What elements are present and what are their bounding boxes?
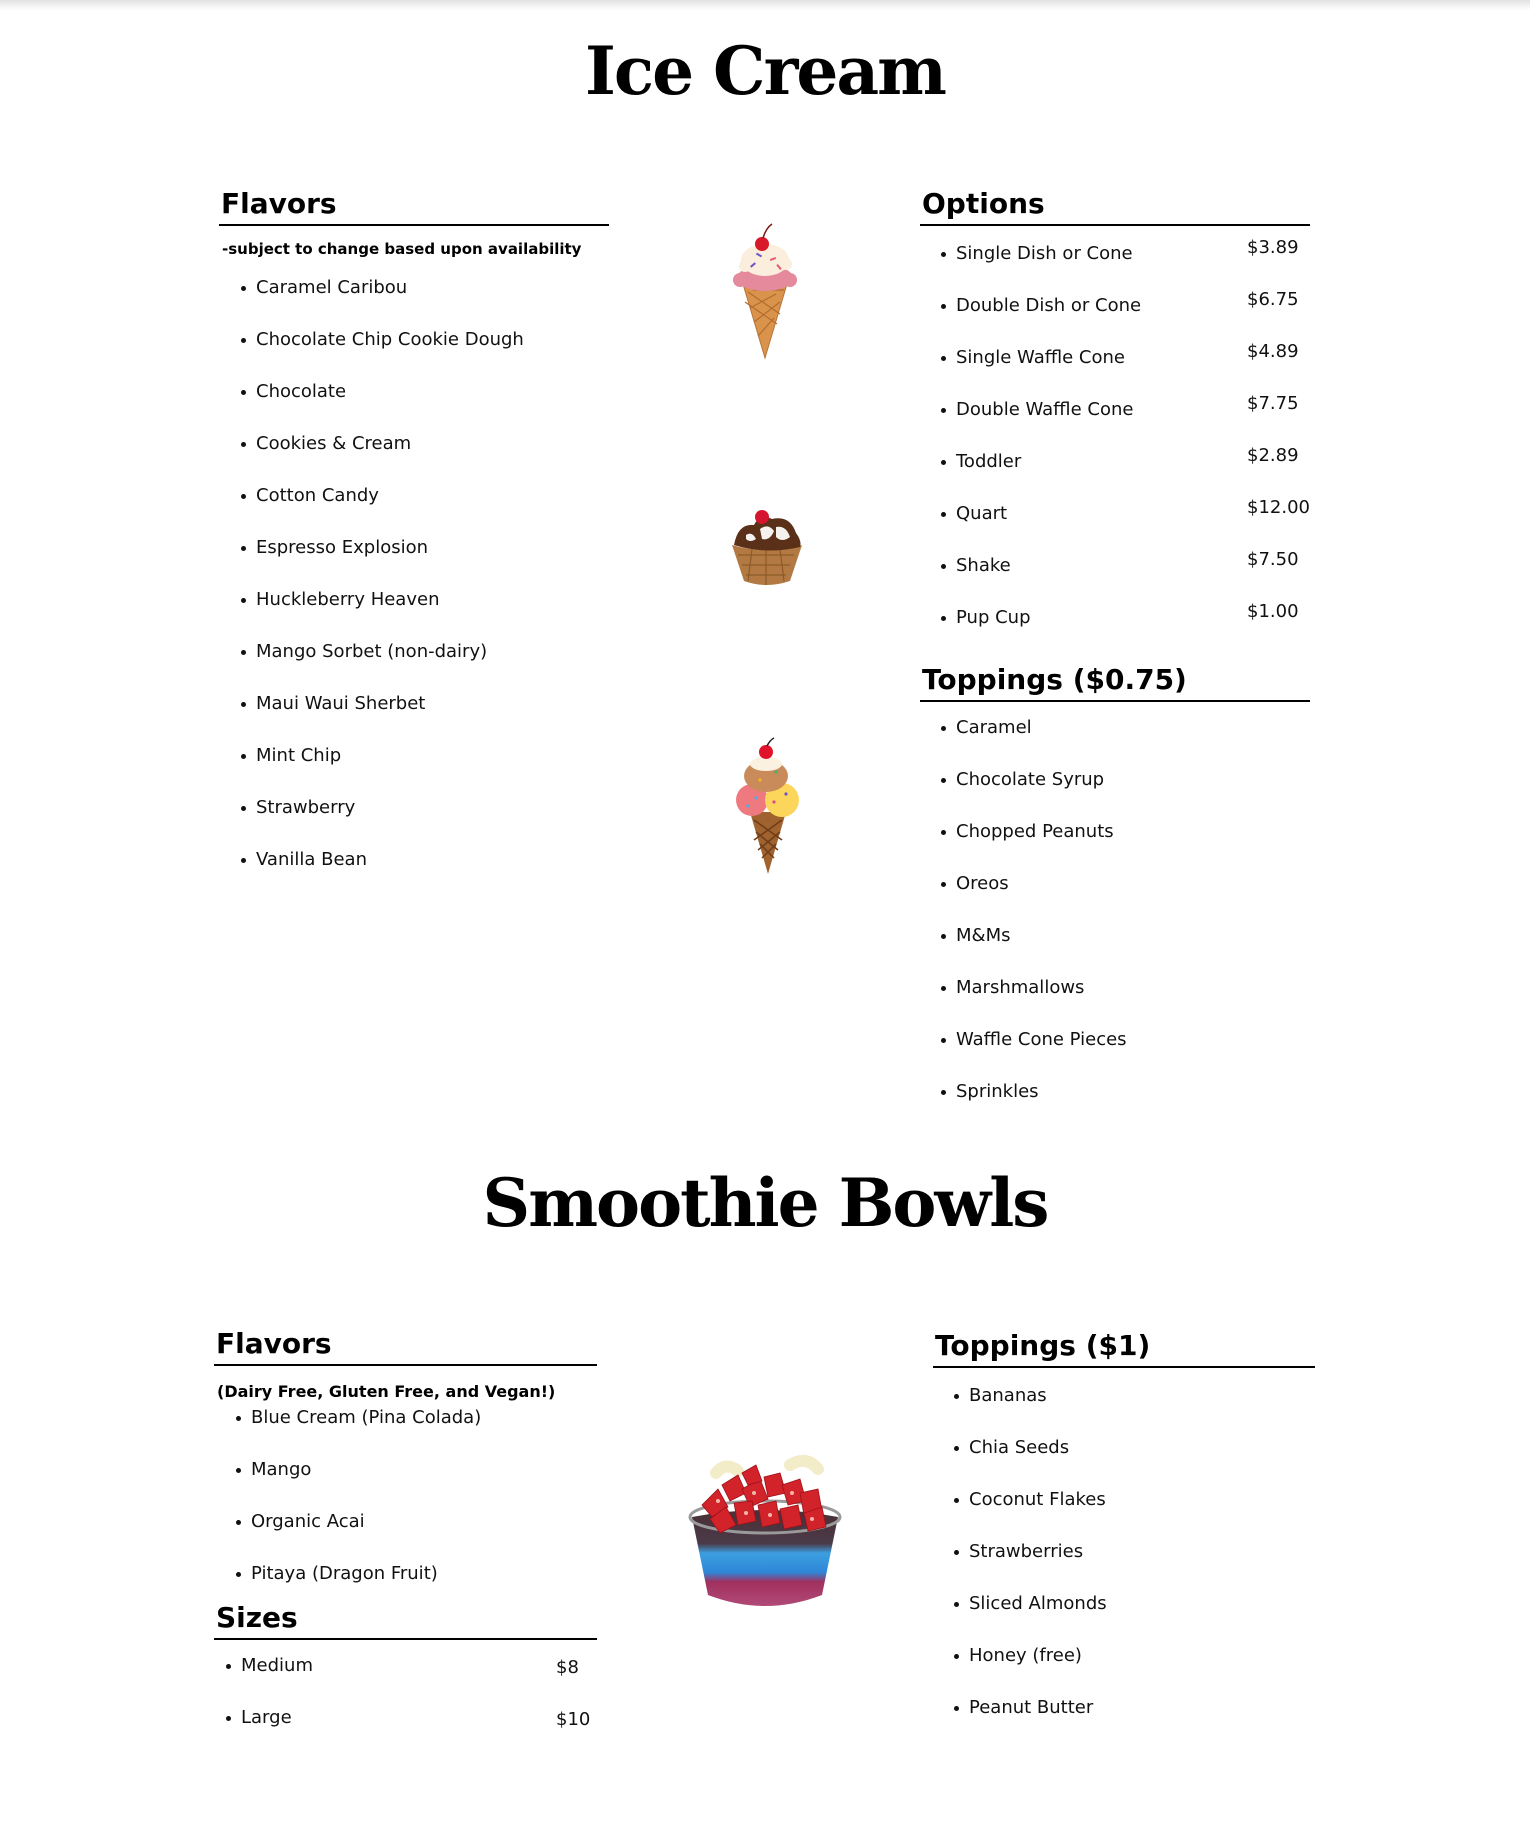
top-shadow: [0, 0, 1530, 10]
list-item: [219, 588, 609, 640]
list-item: [214, 1562, 597, 1588]
item-label: Chocolate: [256, 381, 347, 402]
item-label: Honey (free): [969, 1645, 1082, 1666]
bullet-icon: [226, 1664, 231, 1669]
toppings-list: [920, 716, 1310, 1132]
item-label: Chopped Peanuts: [956, 821, 1114, 842]
list-item: [219, 536, 609, 588]
size-label: Medium: [241, 1655, 313, 1676]
option-row: [920, 341, 1310, 398]
list-item: [219, 744, 609, 796]
ice-cream-toppings-section: [920, 662, 1310, 1132]
bullet-icon: [241, 390, 246, 395]
item-label: Cookies & Cream: [256, 433, 412, 454]
option-label: Shake: [956, 555, 1011, 576]
item-label: Huckleberry Heaven: [256, 589, 440, 610]
option-row: [920, 497, 1310, 554]
size-price: $10: [556, 1709, 591, 1730]
list-item: [219, 432, 609, 484]
flavor-list: [219, 276, 609, 900]
list-item: [933, 1436, 1315, 1488]
item-label: Mint Chip: [256, 745, 342, 766]
list-item: [920, 1080, 1310, 1132]
bullet-icon: [241, 858, 246, 863]
option-row: [920, 601, 1310, 658]
dietary-note: (Dairy Free, Gluten Free, and Vegan!): [217, 1382, 556, 1401]
option-label: Pup Cup: [956, 607, 1031, 628]
bullet-icon: [941, 564, 946, 569]
item-label: Waffle Cone Pieces: [956, 1029, 1127, 1050]
bullet-icon: [941, 616, 946, 621]
item-label: Mango Sorbet (non-dairy): [256, 641, 488, 662]
item-label: Strawberries: [969, 1541, 1084, 1562]
size-row: [214, 1706, 597, 1758]
item-label: Oreos: [956, 873, 1009, 894]
bullet-icon: [236, 1416, 241, 1421]
triple-scoop-cone-icon: [730, 736, 806, 876]
list-item: [920, 976, 1310, 1028]
bullet-icon: [954, 1602, 959, 1607]
list-item: [219, 380, 609, 432]
list-item: [219, 848, 609, 900]
option-row: [920, 289, 1310, 346]
bullet-icon: [941, 252, 946, 257]
bullet-icon: [236, 1468, 241, 1473]
bullet-icon: [941, 408, 946, 413]
size-label: Large: [241, 1707, 292, 1728]
bullet-icon: [241, 598, 246, 603]
ice-cream-options-section: [920, 186, 1310, 658]
option-price: $7.75: [1247, 393, 1299, 414]
bullet-icon: [941, 460, 946, 465]
single-scoop-cone-icon: [720, 218, 810, 363]
section-heading: Options: [920, 186, 1310, 226]
option-label: Single Dish or Cone: [956, 243, 1133, 264]
item-label: Chocolate Chip Cookie Dough: [256, 329, 524, 350]
ice-cream-title: Ice Cream: [585, 32, 945, 110]
option-label: Single Waffle Cone: [956, 347, 1125, 368]
section-heading: Toppings ($0.75): [920, 662, 1310, 702]
item-label: Peanut Butter: [969, 1697, 1094, 1718]
bullet-icon: [236, 1520, 241, 1525]
item-label: Caramel: [956, 717, 1032, 738]
bullet-icon: [941, 726, 946, 731]
item-label: Chia Seeds: [969, 1437, 1070, 1458]
list-item: [933, 1540, 1315, 1592]
smoothie-toppings-section: [933, 1328, 1315, 1748]
smoothie-flavors-section: [214, 1326, 597, 1588]
item-label: Sliced Almonds: [969, 1593, 1107, 1614]
item-label: Sprinkles: [956, 1081, 1039, 1102]
item-label: Marshmallows: [956, 977, 1085, 998]
list-item: [920, 872, 1310, 924]
list-item: [219, 692, 609, 744]
item-label: Mango: [251, 1459, 312, 1480]
option-row: [920, 445, 1310, 502]
list-item: [933, 1488, 1315, 1540]
bullet-icon: [241, 338, 246, 343]
option-label: Toddler: [956, 451, 1022, 472]
option-row: [920, 237, 1310, 294]
item-label: Pitaya (Dragon Fruit): [251, 1563, 438, 1584]
bullet-icon: [241, 286, 246, 291]
option-label: Double Waffle Cone: [956, 399, 1134, 420]
smoothie-bowls-title: Smoothie Bowls: [482, 1164, 1048, 1242]
list-item: [920, 768, 1310, 820]
bullet-icon: [241, 546, 246, 551]
bullet-icon: [236, 1572, 241, 1577]
item-label: Cotton Candy: [256, 485, 379, 506]
list-item: [920, 820, 1310, 872]
list-item: [219, 640, 609, 692]
option-label: Quart: [956, 503, 1008, 524]
bullet-icon: [241, 494, 246, 499]
bullet-icon: [941, 356, 946, 361]
option-price: $1.00: [1247, 601, 1299, 622]
bullet-icon: [954, 1550, 959, 1555]
bullet-icon: [954, 1706, 959, 1711]
option-price: $2.89: [1247, 445, 1299, 466]
item-label: Strawberry: [256, 797, 356, 818]
bullet-icon: [954, 1446, 959, 1451]
item-label: Organic Acai: [251, 1511, 365, 1532]
toppings-list: [933, 1384, 1315, 1748]
smoothie-bowl-photo: [672, 1445, 858, 1617]
bullet-icon: [941, 986, 946, 991]
option-price: $12.00: [1247, 497, 1310, 518]
option-row: [920, 393, 1310, 450]
bullet-icon: [941, 304, 946, 309]
section-heading: Flavors: [214, 1326, 597, 1366]
list-item: [219, 796, 609, 848]
bullet-icon: [954, 1498, 959, 1503]
item-label: Blue Cream (Pina Colada): [251, 1407, 482, 1428]
section-heading: Flavors: [219, 186, 609, 226]
list-item: [214, 1510, 597, 1562]
size-price: $8: [556, 1657, 579, 1678]
list-item: [933, 1644, 1315, 1696]
list-item: [214, 1406, 597, 1458]
bullet-icon: [241, 650, 246, 655]
size-row: [214, 1654, 597, 1706]
flavor-list: [214, 1406, 597, 1588]
bullet-icon: [941, 1090, 946, 1095]
bullet-icon: [941, 882, 946, 887]
bullet-icon: [241, 442, 246, 447]
bullet-icon: [226, 1716, 231, 1721]
item-label: Bananas: [969, 1385, 1047, 1406]
availability-note: -subject to change based upon availability: [222, 240, 582, 258]
section-heading: Toppings ($1): [933, 1328, 1315, 1368]
bullet-icon: [954, 1394, 959, 1399]
option-price: $6.75: [1247, 289, 1299, 310]
bullet-icon: [241, 754, 246, 759]
bullet-icon: [941, 512, 946, 517]
item-label: Espresso Explosion: [256, 537, 429, 558]
bullet-icon: [954, 1654, 959, 1659]
option-price: $4.89: [1247, 341, 1299, 362]
option-label: Double Dish or Cone: [956, 295, 1142, 316]
list-item: [933, 1696, 1315, 1748]
item-label: Coconut Flakes: [969, 1489, 1106, 1510]
bullet-icon: [941, 934, 946, 939]
bullet-icon: [241, 806, 246, 811]
bullet-icon: [941, 830, 946, 835]
bullet-icon: [241, 702, 246, 707]
item-label: Vanilla Bean: [256, 849, 367, 870]
list-item: [219, 484, 609, 536]
list-item: [933, 1384, 1315, 1436]
smoothie-sizes-section: [214, 1600, 597, 1758]
bullet-icon: [941, 1038, 946, 1043]
list-item: [214, 1458, 597, 1510]
options-list: [920, 237, 1310, 658]
bullet-icon: [941, 778, 946, 783]
list-item: [219, 328, 609, 380]
item-label: M&Ms: [956, 925, 1011, 946]
waffle-bowl-sundae-icon: [724, 505, 808, 587]
item-label: Chocolate Syrup: [956, 769, 1105, 790]
ice-cream-flavors-section: [219, 186, 609, 900]
item-label: Caramel Caribou: [256, 277, 408, 298]
list-item: [920, 716, 1310, 768]
section-heading: Sizes: [214, 1600, 597, 1640]
list-item: [920, 924, 1310, 976]
option-row: [920, 549, 1310, 606]
list-item: [933, 1592, 1315, 1644]
item-label: Maui Waui Sherbet: [256, 693, 426, 714]
sizes-list: [214, 1654, 597, 1758]
option-price: $7.50: [1247, 549, 1299, 570]
list-item: [920, 1028, 1310, 1080]
option-price: $3.89: [1247, 237, 1299, 258]
list-item: [219, 276, 609, 328]
